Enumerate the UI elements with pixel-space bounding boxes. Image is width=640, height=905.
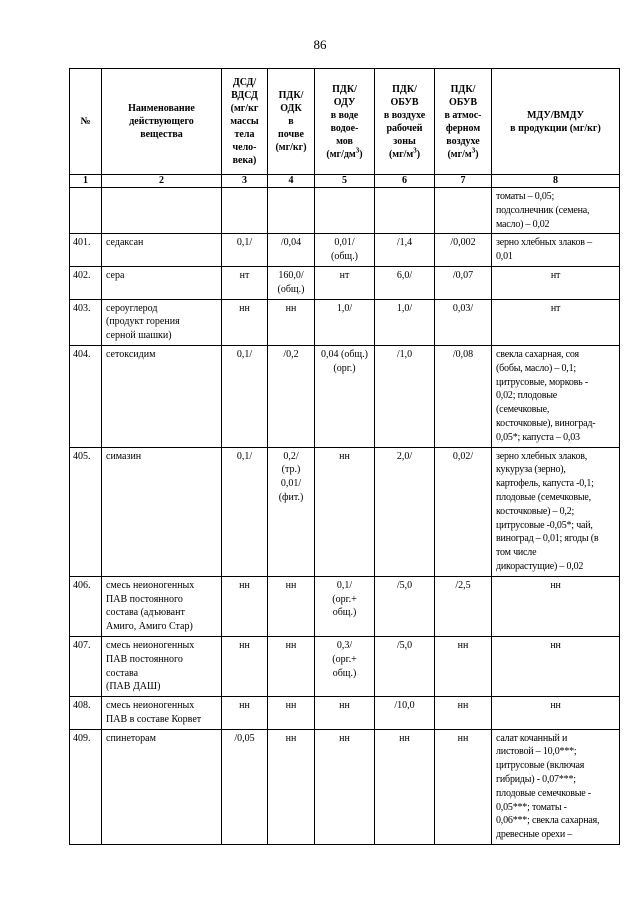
atmosphere-value: /2,5 bbox=[435, 576, 492, 636]
column-number: 7 bbox=[435, 175, 492, 188]
table-row bbox=[70, 234, 620, 267]
workzone-value: 1,0/ bbox=[375, 299, 435, 345]
dsd-value: /0,05 bbox=[222, 729, 268, 844]
workzone-value: /5,0 bbox=[375, 636, 435, 696]
column-number-row bbox=[70, 175, 620, 188]
substance-name: смесь неионогенных ПАВ постоянного состава (ПАВ ДАШ) bbox=[102, 636, 222, 696]
workzone-value: /5,0 bbox=[375, 576, 435, 636]
row-number: 409. bbox=[70, 729, 102, 844]
workzone-value: 2,0/ bbox=[375, 447, 435, 576]
substance-name: спинеторам bbox=[102, 729, 222, 844]
header-name: Наименование действующего вещества bbox=[102, 69, 222, 175]
dsd-value: 0,1/ bbox=[222, 345, 268, 447]
table-row bbox=[70, 188, 620, 234]
mdu-value: нн bbox=[492, 576, 620, 636]
workzone-value: /1,4 bbox=[375, 234, 435, 267]
header-pdk-work: ПДК/ ОБУВ в воздухе рабочей зоны $(мг/м^3)$ bbox=[375, 69, 435, 175]
soil-value: нн bbox=[268, 636, 315, 696]
substance-name: смесь неионогенных ПАВ постоянного состава (адъювант Амиго, Амиго Стар) bbox=[102, 576, 222, 636]
dsd-value: 0,1/ bbox=[222, 234, 268, 267]
table-row bbox=[70, 447, 620, 576]
header-pdk-atm: ПДК/ ОБУВ в атмос- ферном воздухе $(мг/м^3)$ bbox=[435, 69, 492, 175]
soil-value bbox=[268, 188, 315, 234]
atmosphere-value: нн bbox=[435, 636, 492, 696]
water-value: нн bbox=[315, 447, 375, 576]
mdu-value: томаты – 0,05; подсолнечник (семена, масло) – 0,02 bbox=[492, 188, 620, 234]
dsd-value bbox=[222, 188, 268, 234]
dsd-value: 0,1/ bbox=[222, 447, 268, 576]
header-row bbox=[70, 69, 620, 175]
substance-name bbox=[102, 188, 222, 234]
water-value: 0,3/ (орг.+ общ.) bbox=[315, 636, 375, 696]
table-body bbox=[70, 188, 620, 845]
workzone-value: /1,0 bbox=[375, 345, 435, 447]
header-dsd: ДСД/ ВДСД (мг/кг массы тела чело- века) bbox=[222, 69, 268, 175]
substance-name: сероуглерод (продукт горения серной шашки) bbox=[102, 299, 222, 345]
soil-value: /0,2 bbox=[268, 345, 315, 447]
soil-value: нн bbox=[268, 697, 315, 730]
atmosphere-value: нн bbox=[435, 729, 492, 844]
soil-value: /0,04 bbox=[268, 234, 315, 267]
dsd-value: нн bbox=[222, 636, 268, 696]
soil-value: нн bbox=[268, 729, 315, 844]
water-value: 0,1/ (орг.+ общ.) bbox=[315, 576, 375, 636]
atmosphere-value: /0,07 bbox=[435, 266, 492, 299]
substance-name: смесь неионогенных ПАВ в составе Корвет bbox=[102, 697, 222, 730]
table-row bbox=[70, 697, 620, 730]
table-row bbox=[70, 729, 620, 844]
column-number: 8 bbox=[492, 175, 620, 188]
column-number: 6 bbox=[375, 175, 435, 188]
workzone-value: 6,0/ bbox=[375, 266, 435, 299]
table-row bbox=[70, 345, 620, 447]
mdu-value: нн bbox=[492, 697, 620, 730]
row-number: 405. bbox=[70, 447, 102, 576]
substance-name: симазин bbox=[102, 447, 222, 576]
dsd-value: нт bbox=[222, 266, 268, 299]
atmosphere-value: /0,08 bbox=[435, 345, 492, 447]
mdu-value: зерно хлебных злаков – 0,01 bbox=[492, 234, 620, 267]
dsd-value: нн bbox=[222, 299, 268, 345]
row-number: 408. bbox=[70, 697, 102, 730]
atmosphere-value: нн bbox=[435, 697, 492, 730]
water-value: нн bbox=[315, 729, 375, 844]
header-pdk-water: ПДК/ ОДУ в воде водое- мов $(мг/дм^3)$ bbox=[315, 69, 375, 175]
water-value: 0,01/ (общ.) bbox=[315, 234, 375, 267]
water-value: нн bbox=[315, 697, 375, 730]
water-value: 1,0/ bbox=[315, 299, 375, 345]
row-number: 404. bbox=[70, 345, 102, 447]
workzone-value: нн bbox=[375, 729, 435, 844]
mdu-value: зерно хлебных злаков, кукуруза (зерно), картофель, капуста -0,1; плодовые (семечковые, косточковые) – 0,2; цитрусовые -0,05*; чай, виноград – 0,01; ягоды (в том числе дикорастущие) – 0,02 bbox=[492, 447, 620, 576]
column-number: 1 bbox=[70, 175, 102, 188]
mdu-value: свекла сахарная, соя (бобы, масло) – 0,1; цитрусовые, морковь - 0,02; плодовые (семечковые, косточковые), виноград- 0,05*; капуста – 0,03 bbox=[492, 345, 620, 447]
table-row bbox=[70, 266, 620, 299]
workzone-value bbox=[375, 188, 435, 234]
mdu-value: нт bbox=[492, 266, 620, 299]
soil-value: 0,2/ (тр.) 0,01/ (фит.) bbox=[268, 447, 315, 576]
soil-value: нн bbox=[268, 576, 315, 636]
mdu-value: салат кочанный и листовой – 10,0***; цитрусовые (включая гибриды) - 0,07***; плодовые семечковые - 0,05***; томаты - 0,06***; свекла сахарная, древесные орехи – bbox=[492, 729, 620, 844]
column-number: 2 bbox=[102, 175, 222, 188]
water-value bbox=[315, 188, 375, 234]
column-number: 3 bbox=[222, 175, 268, 188]
dsd-value: нн bbox=[222, 576, 268, 636]
substances-table bbox=[69, 68, 620, 845]
soil-value: нн bbox=[268, 299, 315, 345]
soil-value: 160,0/ (общ.) bbox=[268, 266, 315, 299]
row-number: 401. bbox=[70, 234, 102, 267]
header-no: № bbox=[70, 69, 102, 175]
mdu-value: нн bbox=[492, 636, 620, 696]
table-row bbox=[70, 299, 620, 345]
atmosphere-value bbox=[435, 188, 492, 234]
column-number: 5 bbox=[315, 175, 375, 188]
water-value: 0,04 (общ.) (орг.) bbox=[315, 345, 375, 447]
row-number: 407. bbox=[70, 636, 102, 696]
row-number: 406. bbox=[70, 576, 102, 636]
table-row bbox=[70, 636, 620, 696]
row-number: 402. bbox=[70, 266, 102, 299]
dsd-value: нн bbox=[222, 697, 268, 730]
atmosphere-value: 0,03/ bbox=[435, 299, 492, 345]
header-mdu: МДУ/ВМДУ в продукции (мг/кг) bbox=[492, 69, 620, 175]
row-number bbox=[70, 188, 102, 234]
row-number: 403. bbox=[70, 299, 102, 345]
atmosphere-value: 0,02/ bbox=[435, 447, 492, 576]
atmosphere-value: /0,002 bbox=[435, 234, 492, 267]
header-pdk-soil: ПДК/ ОДК в почве (мг/кг) bbox=[268, 69, 315, 175]
page-number: 86 bbox=[313, 37, 327, 52]
substance-name: седаксан bbox=[102, 234, 222, 267]
water-value: нт bbox=[315, 266, 375, 299]
substance-name: сера bbox=[102, 266, 222, 299]
mdu-value: нт bbox=[492, 299, 620, 345]
substance-name: сетоксидим bbox=[102, 345, 222, 447]
table-row bbox=[70, 576, 620, 636]
workzone-value: /10,0 bbox=[375, 697, 435, 730]
column-number: 4 bbox=[268, 175, 315, 188]
